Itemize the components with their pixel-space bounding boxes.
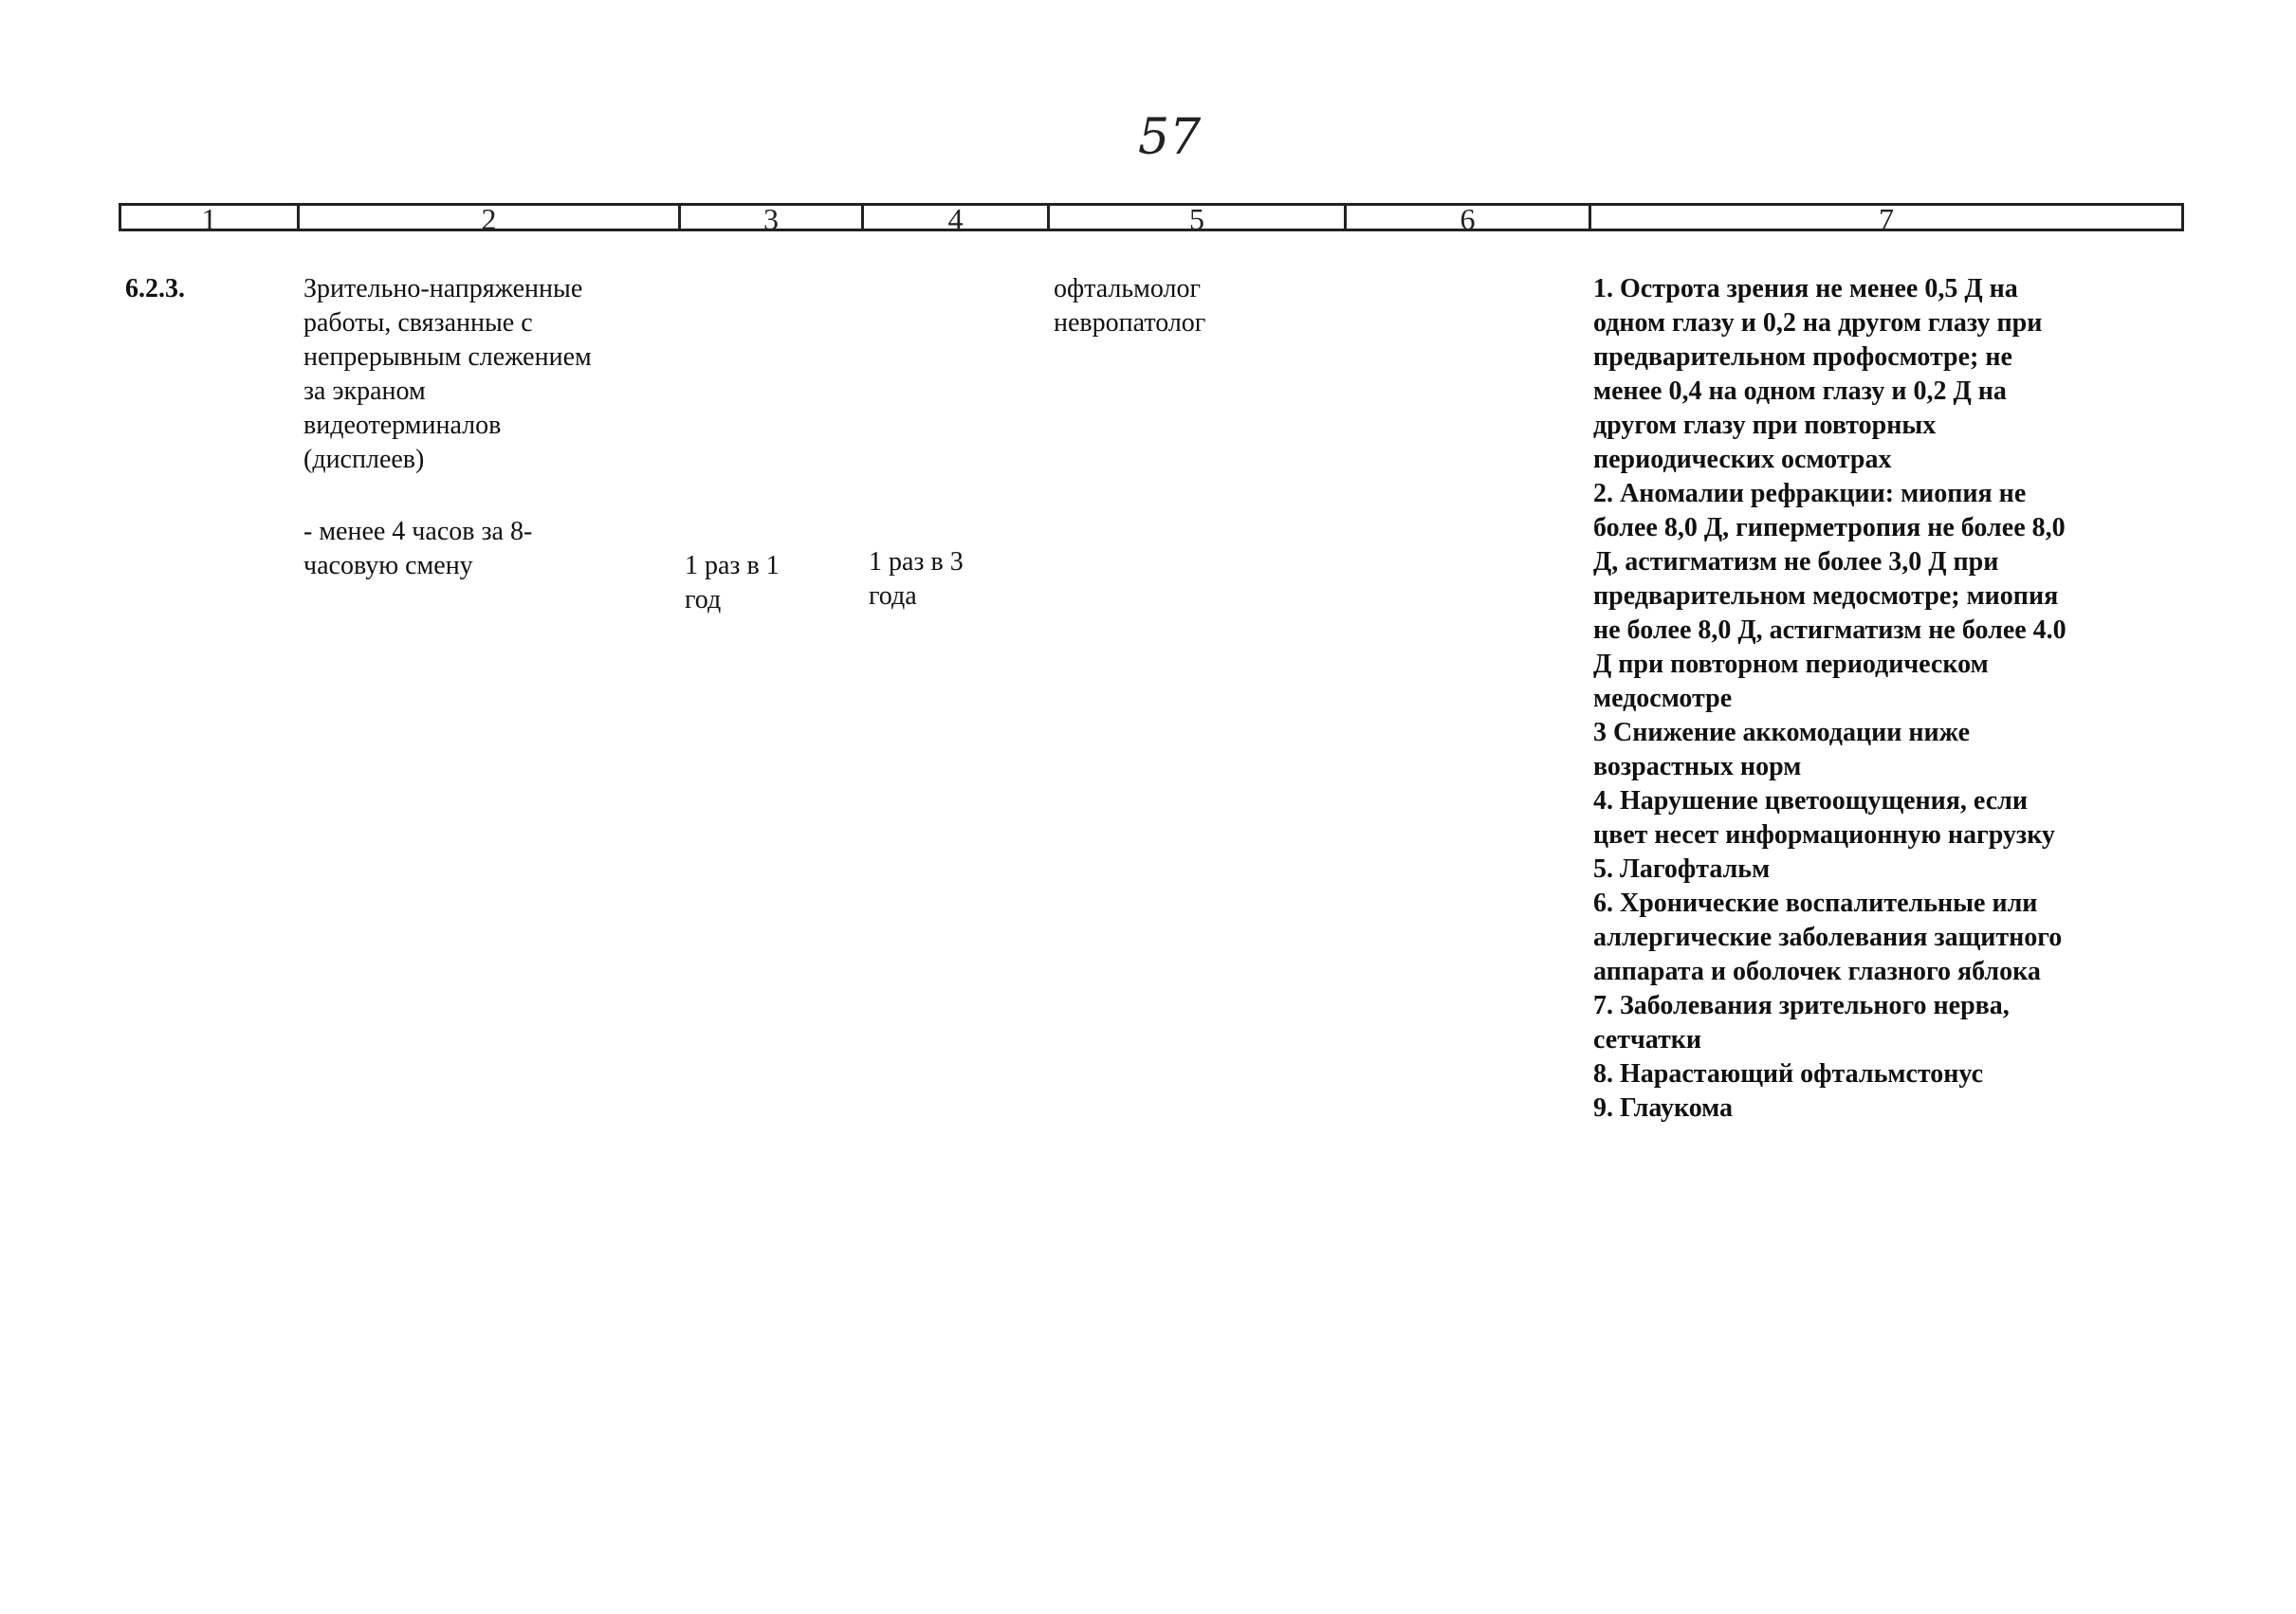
specialists: офтальмолог невропатолог: [1054, 274, 1206, 338]
item-number: 6.2.3.: [125, 274, 185, 303]
column-header-4: 4: [861, 203, 1047, 231]
work-description: Зрительно-напряженные работы, связанные с непрерывным слежением за экраном видеотерминалов (дисплеев): [303, 274, 592, 474]
contraindications-list: 1. Острота зрения не менее 0,5 Д на одном глазу и 0,2 на другом глазу при предварительном профосмотре; не менее 0,4 на одном глазу и 0,2 Д на другом глазу при повторных периодических осмотрах 2. Аномалии рефракции: миопия не более 8,0 Д, гиперметропия не более 8,0 Д, астигматизм не более 3,0 Д при предварительном медосмотре; миопия не более 8,0 Д, астигматизм не более 4.0 Д при повторном периодическом медосмотре 3 Снижение аккомодации ниже возрастных норм 4. Нарушение цветоощущения, если цвет несет информационную нагрузку 5. Лагофтальм 6. Хронические воспалительные или аллергические заболевания защитного аппарата и оболочек глазного яблока 7. Заболевания зрительного нерва, сетчатки 8. Нарастающий офтальмстонус 9. Глаукома: [1593, 274, 2066, 1123]
frequency-column-4: 1 раз в 3 года: [869, 547, 964, 611]
column-number-header-row: [119, 203, 2184, 235]
page-number: 57: [1138, 109, 1202, 166]
column-header-3: 3: [678, 203, 861, 231]
column-header-7: 7: [1589, 203, 2184, 231]
column-header-5: 5: [1047, 203, 1344, 231]
column-header-2: 2: [297, 203, 678, 231]
column-header-6: 6: [1344, 203, 1589, 231]
frequency-column-3: 1 раз в 1 год: [685, 551, 780, 614]
duration-condition: - менее 4 часов за 8- часовую смену: [303, 517, 533, 580]
column-header-1: 1: [119, 203, 297, 231]
